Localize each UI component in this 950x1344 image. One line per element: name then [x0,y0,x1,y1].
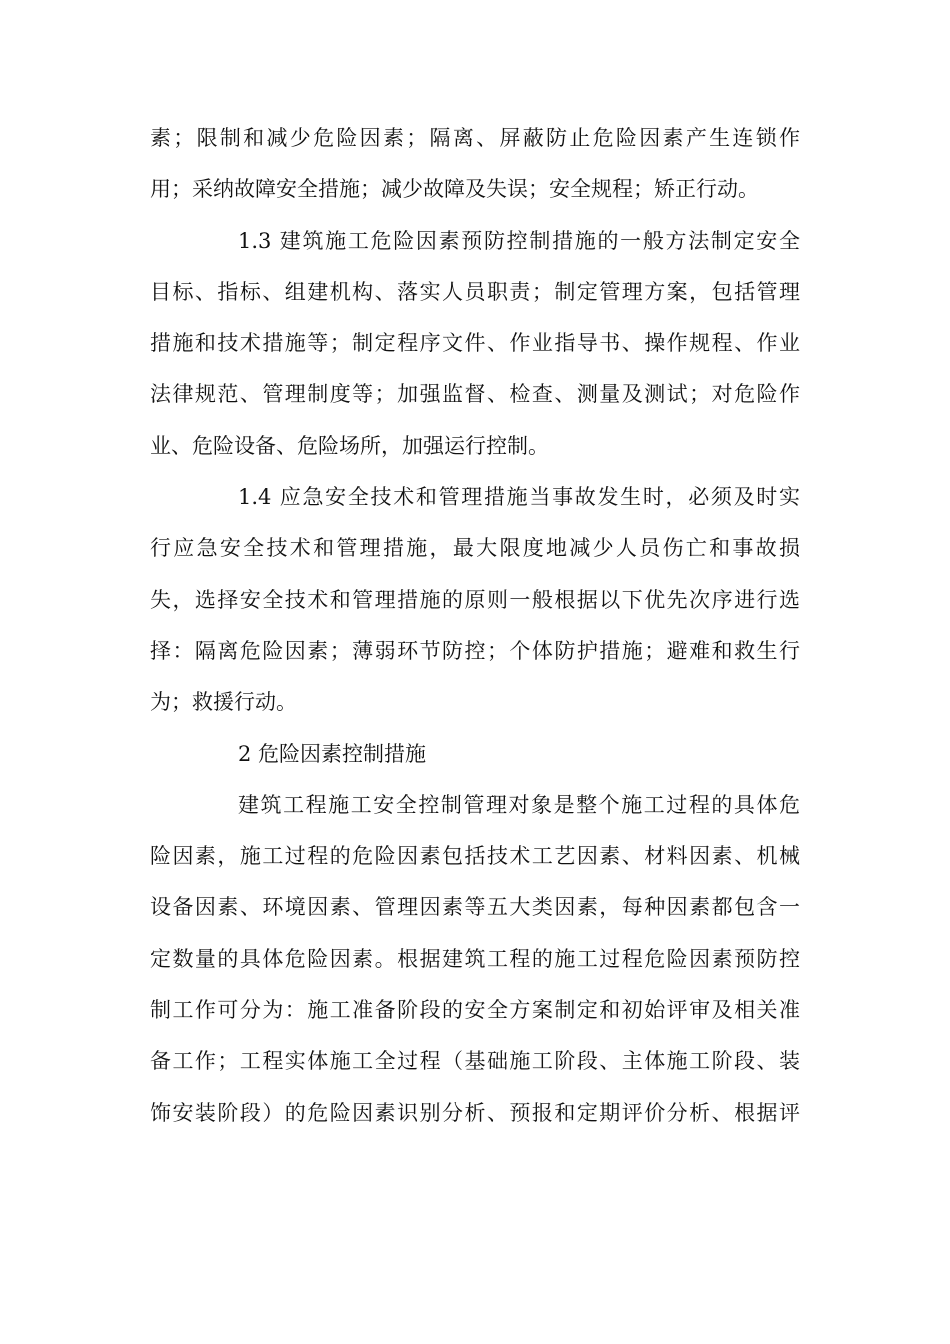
text-line: 法律规范、管理制度等；加强监督、检查、测量及测试；对危险作 [150,382,800,407]
paragraph-heading-1-3: 1.3 建筑施工危险因素预防控制措施的一般方法制定安全 [238,228,800,253]
text-line: 择：隔离危险因素；薄弱环节防控；个体防护措施；避难和救生行 [150,638,800,663]
text-line: 备工作；工程实体施工全过程（基础施工阶段、主体施工阶段、装 [150,1049,800,1074]
section-heading-2: 2 危险因素控制措施 [238,741,427,766]
text-line: 为；救援行动。 [150,690,297,715]
text-line: 素；限制和减少危险因素；隔离、屏蔽防止危险因素产生连锁作 [150,126,800,150]
text-line: 目标、指标、组建机构、落实人员职责；制定管理方案，包括管理 [150,279,800,304]
text-line: 业、危险设备、危险场所，加强运行控制。 [150,433,549,458]
text-line: 失，选择安全技术和管理措施的原则一般根据以下优先次序进行选 [150,587,800,612]
document-body [150,113,800,1139]
text-line: 用；采纳故障安全措施；减少故障及失误；安全规程；矫正行动。 [150,177,759,202]
text-line: 险因素，施工过程的危险因素包括技术工艺因素、材料因素、机械 [150,844,800,869]
paragraph-heading-1-4: 1.4 应急安全技术和管理措施当事故发生时，必须及时实 [238,485,800,510]
text-line: 行应急安全技术和管理措施，最大限度地减少人员伤亡和事故损 [150,536,800,561]
text-line: 制工作可分为：施工准备阶段的安全方案制定和初始评审及相关准 [150,998,800,1023]
text-line: 设备因素、环境因素、管理因素等五大类因素，每种因素都包含一 [150,895,800,920]
text-line: 措施和技术措施等；制定程序文件、作业指导书、操作规程、作业 [150,331,800,356]
paragraph-first-line: 建筑工程施工安全控制管理对象是整个施工过程的具体危 [238,792,800,817]
text-line: 饰安装阶段）的危险因素识别分析、预报和定期评价分析、根据评 [150,1100,800,1125]
text-line: 定数量的具体危险因素。根据建筑工程的施工过程危险因素预防控 [150,946,800,971]
